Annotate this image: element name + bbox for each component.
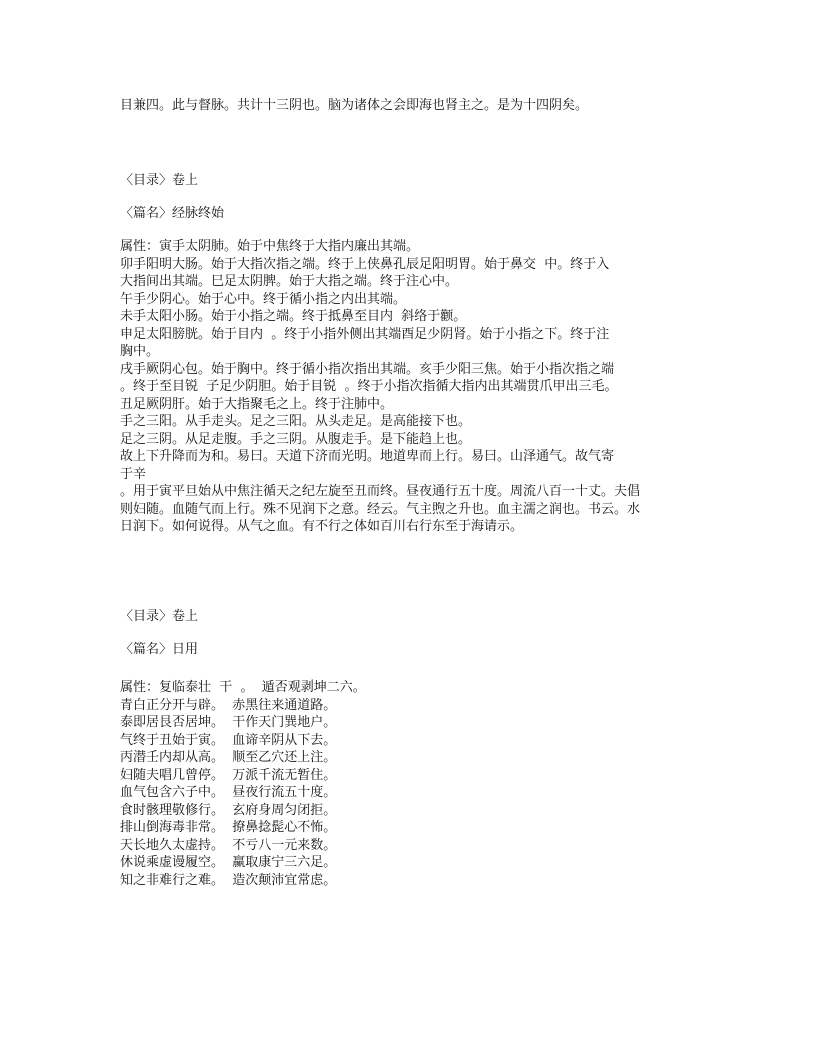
text-line: 未手太阳小肠。始于小指之端。终于抵鼻至目内 斜络于颧。 bbox=[120, 309, 467, 324]
text-line: 日润下。如何说得。从气之血。有不行之体如百川右行东至于海请示。 bbox=[120, 519, 524, 534]
text-line: 于辛 bbox=[120, 466, 147, 482]
chapter-heading: 〈篇名〉日用 bbox=[120, 642, 199, 657]
text-line: 泰即居艮否居坤。 干作天门巽地户。 bbox=[120, 715, 337, 730]
text-line: 足之三阴。从足走腹。手之三阴。从腹走手。是下能趋上也。 bbox=[120, 431, 472, 447]
text-line: 申足太阳膀胱。始于目内 。终于小指外侧出其端酉足少阴肾。始于小指之下。终于注 bbox=[120, 326, 610, 342]
text-line: 休说乘虚谩履空。 赢取康宁三六足。 bbox=[120, 855, 337, 870]
text-line: 青白正分开与辟。 赤黑往来通道路。 bbox=[120, 697, 337, 713]
text-line: 妇随夫唱几曾停。 万派千流无暂住。 bbox=[120, 767, 337, 783]
text-line: 属性：寅手太阴肺。始于中焦终于大指内廉出其端。 bbox=[120, 239, 420, 254]
text-line: 天长地久太虚持。 不亏八一元来数。 bbox=[120, 837, 337, 853]
chapter-heading: 〈篇名〉经脉终始 bbox=[120, 206, 225, 221]
intro-line: 目兼四。此与督脉。共计十三阴也。脑为诸体之会即海也肾主之。是为十四阴矣。 bbox=[120, 98, 589, 113]
text-line: 大指间出其端。巳足太阴脾。始于大指之端。终于注心中。 bbox=[120, 274, 459, 289]
text-line: 食时骸理敬修行。 玄府身周匀闭拒。 bbox=[120, 802, 337, 818]
text-line: 午手少阴心。始于心中。终于循小指之内出其端。 bbox=[120, 291, 407, 307]
catalog-heading: 〈目录〉卷上 bbox=[120, 173, 199, 188]
catalog-heading: 〈目录〉卷上 bbox=[120, 609, 199, 624]
text-line: 则妇随。血随气而上行。殊不见润下之意。经云。气主煦之升也。血主濡之润也。书云。水 bbox=[120, 501, 641, 517]
text-line: 气终于丑始于寅。 血谛辛阴从下去。 bbox=[120, 732, 337, 748]
text-line: 卯手阳明大肠。始于大指次指之端。终于上侠鼻孔辰足阳明胃。始于鼻交 中。终于入 bbox=[120, 256, 610, 272]
text-line: 戌手厥阴心包。始于胸中。终于循小指次指出其端。亥手少阳三焦。始于小指次指之端 bbox=[120, 361, 615, 377]
section-body bbox=[120, 679, 700, 889]
text-line: 排山倒海毒非常。 撩鼻捻髭心不怖。 bbox=[120, 820, 337, 835]
section-body bbox=[120, 238, 700, 536]
text-line: 丙潜壬内却从高。 顺至乙穴还上注。 bbox=[120, 750, 337, 765]
text-line: 胸中。 bbox=[120, 344, 160, 359]
text-line: 属性：复临泰壮 干 。 遁否观剥坤二六。 bbox=[120, 680, 366, 695]
text-line: 手之三阳。从手走头。足之三阳。从头走足。是高能接下也。 bbox=[120, 414, 472, 429]
text-line: 丑足厥阴肝。始于大指聚毛之上。终于注肺中。 bbox=[120, 396, 394, 412]
text-line: 。用于寅平旦始从中焦注循天之纪左旋至丑而终。昼夜通行五十度。周流八百一十丈。夫倡 bbox=[120, 484, 641, 499]
text-line: 。终于至目锐 子足少阴胆。始于目锐 。终于小指次指循大指内出其端贯爪甲出三毛。 bbox=[120, 379, 618, 394]
text-line: 故上下升降而为和。易曰。天道下济而光明。地道卑而上行。易曰。山泽通气。故气寄 bbox=[120, 449, 615, 464]
text-line: 血气包含六子中。 昼夜行流五十度。 bbox=[120, 785, 337, 800]
text-line: 知之非难行之难。 造次颠沛宜常虑。 bbox=[120, 872, 337, 888]
